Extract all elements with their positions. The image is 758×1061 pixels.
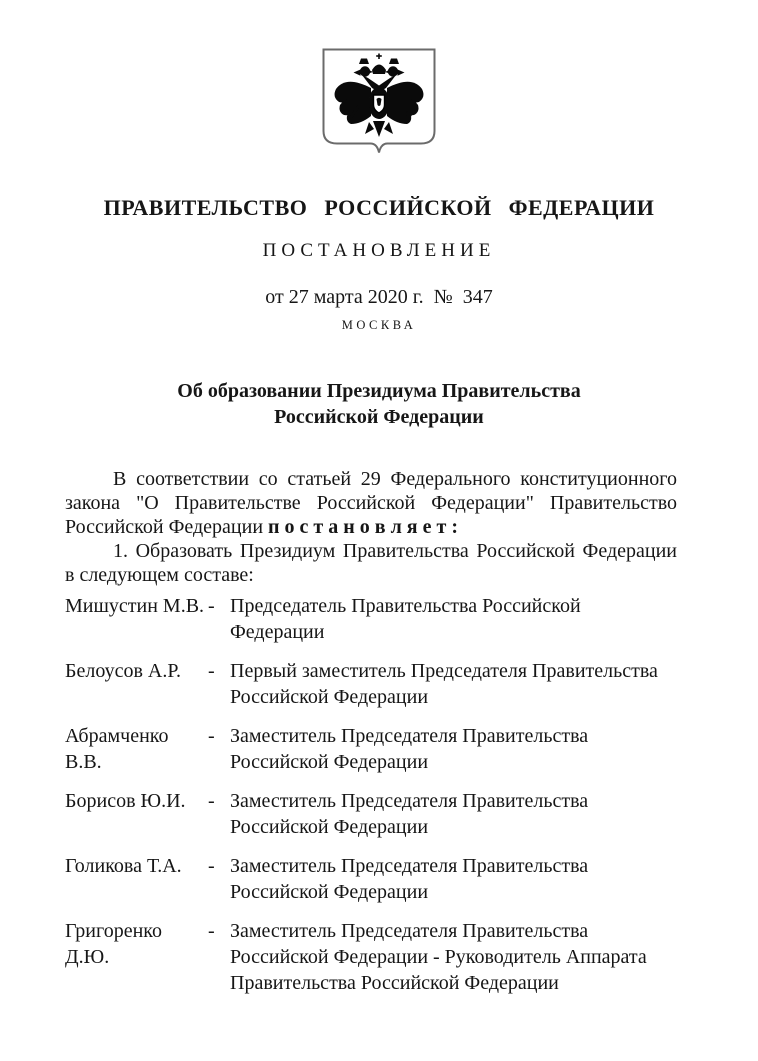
member-role: Председатель Правительства Российской Федерации bbox=[230, 595, 581, 643]
double-headed-eagle-icon bbox=[335, 54, 424, 138]
member-name: Борисов Ю.И. bbox=[65, 790, 186, 812]
member-name: Голикова Т.А. bbox=[65, 855, 182, 877]
member-row bbox=[65, 593, 758, 645]
org-name: ПРАВИТЕЛЬСТВО РОССИЙСКОЙ ФЕДЕРАЦИИ bbox=[103, 195, 655, 220]
paragraph-preamble bbox=[65, 467, 677, 539]
date-number-line: от 27 марта 2020 г. № 347 bbox=[265, 286, 493, 308]
member-row bbox=[65, 853, 758, 905]
member-dash: - bbox=[208, 920, 215, 942]
member-role: Заместитель Председателя Правительства Российской Федерации - Руководитель Аппарата Правительства Российской Федерации bbox=[230, 920, 647, 994]
paragraph-preamble-text: В соответствии со статьей 29 Федерального конституционного закона "О Правительстве Российской Федерации" Правительство Российской Федерации bbox=[65, 468, 677, 538]
member-name: Мишустин М.В. bbox=[65, 595, 205, 617]
emblem bbox=[322, 0, 436, 169]
resolves-keyword: п о с т а н о в л я е т : bbox=[268, 516, 458, 538]
coat-of-arms-icon bbox=[322, 48, 436, 164]
paragraph-item-1: 1. Образовать Президиум Правительства Российской Федерации в следующем составе: bbox=[65, 540, 677, 586]
member-dash: - bbox=[208, 725, 215, 747]
member-row bbox=[65, 658, 758, 710]
doc-title-line2: Российской Федерации bbox=[274, 406, 484, 428]
member-role: Первый заместитель Председателя Правительства Российской Федерации bbox=[230, 660, 658, 708]
member-row bbox=[65, 918, 758, 996]
member-dash: - bbox=[208, 790, 215, 812]
member-row bbox=[65, 723, 758, 775]
member-dash: - bbox=[208, 855, 215, 877]
member-name: Белоусов А.Р. bbox=[65, 660, 181, 682]
member-dash: - bbox=[208, 595, 215, 617]
member-role: Заместитель Председателя Правительства Российской Федерации bbox=[230, 855, 589, 903]
member-name: Григоренко Д.Ю. bbox=[65, 920, 162, 968]
member-dash: - bbox=[208, 660, 215, 682]
doc-title bbox=[0, 378, 758, 430]
member-role: Заместитель Председателя Правительства Российской Федерации bbox=[230, 790, 589, 838]
member-role: Заместитель Председателя Правительства Российской Федерации bbox=[230, 725, 589, 773]
members-list bbox=[65, 593, 758, 996]
member-row bbox=[65, 788, 758, 840]
member-name: Абрамченко В.В. bbox=[65, 725, 169, 773]
doc-type-heading: ПОСТАНОВЛЕНИЕ bbox=[262, 240, 496, 261]
doc-title-line1: Об образовании Президиума Правительства bbox=[177, 380, 581, 402]
city-label: МОСКВА bbox=[341, 318, 417, 332]
body-text bbox=[65, 467, 677, 587]
